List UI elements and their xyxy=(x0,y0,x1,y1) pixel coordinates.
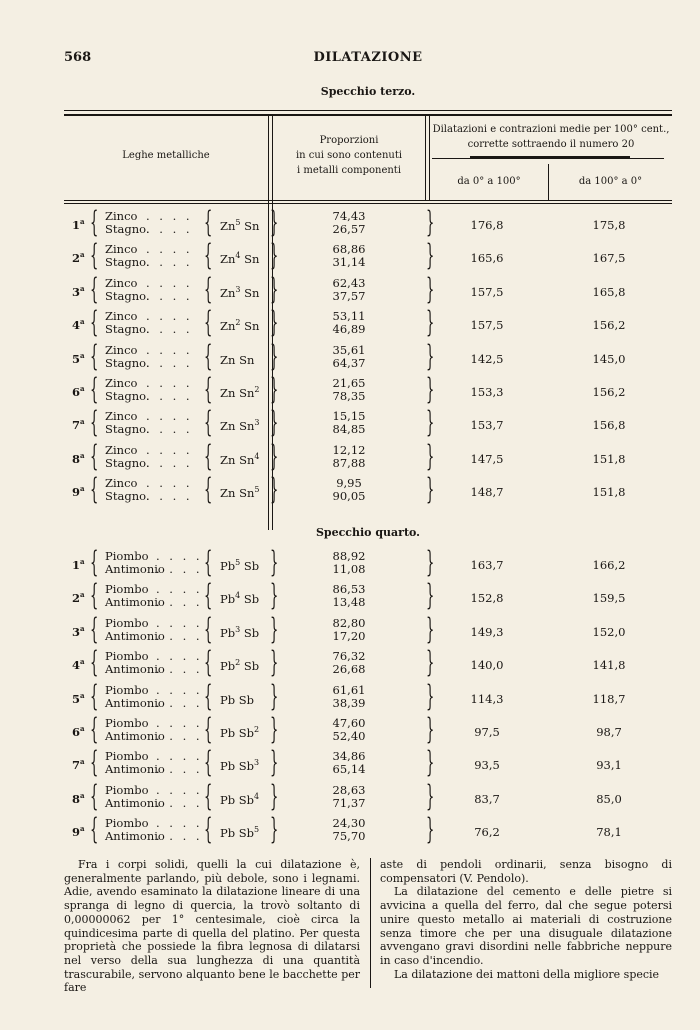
metal-names: Zinco Stagno. xyxy=(105,209,150,236)
formula: Pb Sb xyxy=(220,692,255,707)
header-range-1: da 0° a 100° xyxy=(457,176,521,187)
dilatation-0-100: 165,6 xyxy=(470,251,504,266)
metal-names: Zinco Stagno. xyxy=(105,442,150,470)
brace-formula-open: { xyxy=(204,405,213,440)
leader-dots: . . . . . . . . xyxy=(146,476,193,504)
proportions: 12,12 87,88 xyxy=(332,442,366,470)
dilatation-100-0: 141,8 xyxy=(592,658,626,673)
running-title: DILATAZIONE xyxy=(313,50,423,65)
dilatation-100-0: 175,8 xyxy=(592,218,626,232)
table-row xyxy=(64,611,672,649)
brace-left: { xyxy=(90,438,99,473)
brace-formula-close: } xyxy=(270,372,279,406)
formula: Zn Sn$^5$ xyxy=(220,485,260,501)
row-ordinal: 1$^a$ xyxy=(72,557,85,572)
proportions: 76,32 26,68 xyxy=(332,649,366,677)
section4-title: Specchio quarto. xyxy=(315,526,421,539)
dilatation-100-0: 166,2 xyxy=(592,558,626,572)
row-ordinal: 7$^a$ xyxy=(72,757,85,773)
proportions: 24,30 75,70 xyxy=(332,816,366,844)
proportions: 15,15 84,85 xyxy=(332,409,366,437)
leader-dots: . . . . . . . . xyxy=(156,716,203,743)
brace-formula-open: { xyxy=(204,678,213,713)
header-proportions: Proporzioni in cui sono contenuti i metalli componenti xyxy=(295,135,403,176)
leader-dots: . . . . . . . . xyxy=(156,782,203,810)
brace-left: { xyxy=(90,745,99,780)
brace-right: } xyxy=(426,611,435,646)
metal-names: Piombo Antimonio xyxy=(105,549,165,576)
row-ordinal: 9$^a$ xyxy=(72,484,85,500)
brace-left: { xyxy=(90,205,99,239)
row-ordinal: 6$^a$ xyxy=(72,724,85,739)
brace-left: { xyxy=(90,611,99,646)
dilatation-100-0: 167,5 xyxy=(592,251,626,266)
brace-formula-open: { xyxy=(204,611,213,646)
brace-formula-close: } xyxy=(270,545,279,579)
table-row xyxy=(64,678,672,716)
dilatation-100-0: 151,8 xyxy=(592,485,626,500)
brace-formula-close: } xyxy=(270,271,279,306)
leader-dots: . . . . . . . . xyxy=(146,209,193,236)
brace-left: { xyxy=(90,578,99,613)
leader-dots: . . . . . . . . xyxy=(156,816,203,844)
brace-right: } xyxy=(426,205,435,239)
formula: Pb Sb$^4$ xyxy=(220,791,260,807)
row-ordinal: 2$^a$ xyxy=(72,250,85,266)
dilatation-0-100: 83,7 xyxy=(474,791,500,806)
leader-dots: . . . . . . . . xyxy=(146,376,193,403)
proportions: 68,86 31,14 xyxy=(332,242,366,270)
proportions: 28,63 71,37 xyxy=(332,782,366,810)
row-ordinal: 4$^a$ xyxy=(72,657,85,673)
proportions: 21,65 78,35 xyxy=(332,376,366,403)
dilatation-0-100: 157,5 xyxy=(470,284,504,299)
proportions: 62,43 37,57 xyxy=(332,275,366,303)
page-header xyxy=(64,50,672,68)
sub-header-swell xyxy=(470,156,630,159)
dilatation-100-0: 98,7 xyxy=(596,725,622,739)
row-ordinal: 1$^a$ xyxy=(72,217,85,232)
table-row xyxy=(64,712,672,749)
formula: Pb Sb$^3$ xyxy=(220,758,260,774)
dilatation-100-0: 151,8 xyxy=(592,451,626,466)
formula: Zn Sn$^2$ xyxy=(220,385,260,400)
brace-formula-open: { xyxy=(204,438,213,473)
brace-formula-open: { xyxy=(204,205,213,239)
text-right-p1: aste di pendoli ordinarii, senza bisogno di compensatori (V. Pendolo). xyxy=(380,858,672,885)
proportions: 35,61 64,37 xyxy=(332,342,366,370)
header-alloys: Leghe metalliche xyxy=(122,150,210,161)
dilatation-0-100: 176,8 xyxy=(470,218,504,232)
brace-formula-close: } xyxy=(270,578,279,613)
metal-names: Zinco Stagno. xyxy=(105,376,150,403)
dilatation-100-0: 93,1 xyxy=(596,758,622,773)
metal-names: Piombo Antimonio xyxy=(105,716,165,743)
dilatation-100-0: 156,2 xyxy=(592,318,626,333)
leader-dots: . . . . . . . . xyxy=(146,409,193,437)
text-right-p3: La dilatazione dei mattoni della migliore specie xyxy=(394,967,660,981)
dilatation-0-100: 152,8 xyxy=(470,591,504,606)
metal-names: Piombo Antimonio xyxy=(105,582,165,610)
brace-formula-open: { xyxy=(204,271,213,306)
table-row xyxy=(64,472,672,509)
row-ordinal: 3$^a$ xyxy=(72,283,85,299)
brace-formula-close: } xyxy=(270,438,279,473)
text-column-right xyxy=(380,858,672,981)
leader-dots: . . . . . . . . xyxy=(156,649,203,677)
formula: Pb$^2$ Sb xyxy=(220,658,260,674)
dilatation-100-0: 156,2 xyxy=(592,385,626,399)
brace-right: } xyxy=(426,271,435,306)
brace-formula-open: { xyxy=(204,545,213,579)
brace-left: { xyxy=(90,778,99,813)
metal-names: Piombo Antimonio xyxy=(105,816,165,844)
text-column-left: Fra i corpi solidi, quelli la cui dilatazione è, generalmente parlando, più debole, sono i legnami. Adie, avendo esaminato la dilatazione lineare di una spranga di legno di quercia, la trovò soltanto di 0,00000062 per 1° centesimale, cioè circa la quindicesima parte di quella del platino. Per questa proprietà che possiede la fibra legnosa di dilatarsi nel verso della sua lunghezza di una quantità trascurabile, servono alquanto bene le bacchette per fare xyxy=(64,858,360,995)
dilatation-0-100: 97,5 xyxy=(474,725,500,739)
dilatation-0-100: 157,5 xyxy=(470,318,504,333)
dilatation-100-0: 118,7 xyxy=(592,691,626,706)
brace-formula-close: } xyxy=(270,205,279,239)
brace-left: { xyxy=(90,472,99,507)
brace-right: } xyxy=(426,812,435,847)
brace-formula-open: { xyxy=(204,238,213,273)
dilatation-0-100: 76,2 xyxy=(474,825,500,840)
brace-left: { xyxy=(90,405,99,440)
metal-names: Zinco Stagno. xyxy=(105,342,150,370)
formula: Zn Sn$^4$ xyxy=(220,451,260,467)
brace-formula-open: { xyxy=(204,472,213,507)
dilatation-0-100: 147,5 xyxy=(470,451,504,466)
proportions: 61,61 38,39 xyxy=(332,682,366,710)
leader-dots: . . . . . . . . xyxy=(156,749,203,777)
table-row xyxy=(64,645,672,682)
brace-formula-close: } xyxy=(270,472,279,507)
dilatation-100-0: 165,8 xyxy=(592,284,626,299)
dilatation-0-100: 114,3 xyxy=(470,691,504,706)
dilatation-100-0: 145,0 xyxy=(592,351,626,366)
row-ordinal: 8$^a$ xyxy=(72,790,85,806)
brace-formula-open: { xyxy=(204,372,213,406)
brace-left: { xyxy=(90,271,99,306)
proportions: 82,80 17,20 xyxy=(332,615,366,643)
proportions: 88,92 11,08 xyxy=(332,549,366,576)
brace-left: { xyxy=(90,812,99,847)
proportions: 47,60 52,40 xyxy=(332,716,366,743)
dilatation-0-100: 140,0 xyxy=(470,658,504,673)
leader-dots: . . . . . . . . xyxy=(156,682,203,710)
leader-dots: . . . . . . . . xyxy=(146,342,193,370)
row-ordinal: 5$^a$ xyxy=(72,350,85,366)
brace-formula-open: { xyxy=(204,645,213,680)
brace-right: } xyxy=(426,305,435,340)
brace-left: { xyxy=(90,238,99,273)
table-row xyxy=(64,578,672,615)
brace-right: } xyxy=(426,778,435,813)
formula: Pb$^3$ Sb xyxy=(220,624,260,640)
brace-formula-open: { xyxy=(204,305,213,340)
formula: Zn Sn$^3$ xyxy=(220,418,260,434)
brace-formula-close: } xyxy=(270,645,279,680)
table-row xyxy=(64,438,672,476)
table-row xyxy=(64,405,672,442)
brace-right: } xyxy=(426,338,435,373)
dilatation-0-100: 142,5 xyxy=(470,351,504,366)
brace-right: } xyxy=(426,578,435,613)
proportions: 86,53 13,48 xyxy=(332,582,366,610)
brace-formula-close: } xyxy=(270,712,279,746)
metal-names: Zinco Stagno. xyxy=(105,242,150,270)
row-ordinal: 6$^a$ xyxy=(72,384,85,399)
brace-formula-close: } xyxy=(270,405,279,440)
brace-right: } xyxy=(426,678,435,713)
row-ordinal: 8$^a$ xyxy=(72,450,85,466)
table-row xyxy=(64,778,672,816)
table-row xyxy=(64,305,672,342)
leader-dots: . . . . . . . . xyxy=(146,242,193,270)
brace-right: } xyxy=(426,745,435,780)
row-ordinal: 7$^a$ xyxy=(72,417,85,433)
formula: Zn$^4$ Sn xyxy=(220,251,260,267)
proportions: 9,95 90,05 xyxy=(332,476,366,504)
brace-left: { xyxy=(90,645,99,680)
brace-right: } xyxy=(426,438,435,473)
brace-right: } xyxy=(426,405,435,440)
leader-dots: . . . . . . . . xyxy=(146,309,193,337)
brace-formula-open: { xyxy=(204,338,213,373)
brace-left: { xyxy=(90,372,99,406)
dilatation-0-100: 153,3 xyxy=(470,385,504,399)
row-ordinal: 4$^a$ xyxy=(72,317,85,333)
table-row xyxy=(64,812,672,849)
section3-title: Specchio terzo. xyxy=(320,85,416,98)
dilatation-0-100: 153,7 xyxy=(470,418,504,433)
proportions: 53,11 46,89 xyxy=(332,309,366,337)
row-ordinal: 3$^a$ xyxy=(72,623,85,639)
dilatation-0-100: 93,5 xyxy=(474,758,500,773)
brace-right: } xyxy=(426,372,435,406)
table-row xyxy=(64,338,672,376)
brace-left: { xyxy=(90,338,99,373)
column-divider xyxy=(370,858,371,988)
brace-left: { xyxy=(90,712,99,746)
proportions: 74,43 26,57 xyxy=(332,209,366,236)
brace-formula-open: { xyxy=(204,745,213,780)
row-ordinal: 5$^a$ xyxy=(72,690,85,706)
table-row xyxy=(64,271,672,309)
dilatation-100-0: 152,0 xyxy=(592,624,626,639)
brace-formula-open: { xyxy=(204,712,213,746)
dilatation-100-0: 156,8 xyxy=(592,418,626,433)
brace-formula-close: } xyxy=(270,678,279,713)
row-ordinal: 2$^a$ xyxy=(72,590,85,606)
col-rule-2a xyxy=(425,116,426,201)
header-bottom-rule xyxy=(64,200,672,201)
metal-names: Piombo Antimonio xyxy=(105,749,165,777)
leader-dots: . . . . . . . . xyxy=(156,549,203,576)
formula: Zn$^2$ Sn xyxy=(220,318,260,334)
dilatation-0-100: 149,3 xyxy=(470,624,504,639)
metal-names: Piombo Antimonio xyxy=(105,649,165,677)
brace-formula-open: { xyxy=(204,812,213,847)
table-row xyxy=(64,238,672,275)
header-range-2: da 100° a 0° xyxy=(578,176,643,187)
brace-formula-close: } xyxy=(270,305,279,340)
header-bottom-rule-2 xyxy=(64,203,672,204)
formula: Pb$^4$ Sb xyxy=(220,591,260,607)
dilatation-0-100: 148,7 xyxy=(470,485,504,500)
brace-right: } xyxy=(426,545,435,579)
brace-formula-open: { xyxy=(204,778,213,813)
brace-right: } xyxy=(426,238,435,273)
leader-dots: . . . . . . . . xyxy=(156,615,203,643)
metal-names: Zinco Stagno. xyxy=(105,309,150,337)
leader-dots: . . . . . . . . xyxy=(146,442,193,470)
table-row xyxy=(64,205,672,242)
formula: Pb Sb$^5$ xyxy=(220,825,260,841)
brace-formula-close: } xyxy=(270,812,279,847)
leader-dots: . . . . . . . . xyxy=(156,582,203,610)
header-dilatations: Dilatazioni e contrazioni medie per 100° cent., corrette sottraendo il numero 20 xyxy=(432,124,670,150)
formula: Zn Sn xyxy=(220,352,255,367)
brace-formula-open: { xyxy=(204,578,213,613)
metal-names: Zinco Stagno. xyxy=(105,476,150,504)
leader-dots: . . . . . . . . xyxy=(146,275,193,303)
metal-names: Zinco Stagno. xyxy=(105,409,150,437)
dilatation-100-0: 159,5 xyxy=(592,591,626,606)
row-ordinal: 9$^a$ xyxy=(72,824,85,840)
table-row xyxy=(64,545,672,582)
page-number: 568 xyxy=(64,50,92,65)
dilatation-100-0: 85,0 xyxy=(596,791,622,806)
brace-right: } xyxy=(426,472,435,507)
brace-right: } xyxy=(426,645,435,680)
brace-left: { xyxy=(90,305,99,340)
brace-formula-close: } xyxy=(270,745,279,780)
text-right-p2: La dilatazione del cemento e delle pietre si avvicina a quella del ferro, dal che segue potersi unire questo metallo ai materiali di costruzione senza timore che per una disuguale dilatazione avvengano gravi disordini nelle fabbriche neppure in caso d'incendio. xyxy=(380,885,672,967)
table-row xyxy=(64,372,672,409)
dilatation-0-100: 163,7 xyxy=(470,558,504,572)
metal-names: Piombo Antimonio xyxy=(105,782,165,810)
formula: Pb Sb$^2$ xyxy=(220,725,260,740)
brace-right: } xyxy=(426,712,435,746)
brace-formula-close: } xyxy=(270,611,279,646)
metal-names: Piombo Antimonio xyxy=(105,682,165,710)
top-rule xyxy=(64,110,672,111)
table-row xyxy=(64,745,672,782)
metal-names: Piombo Antimonio xyxy=(105,615,165,643)
brace-left: { xyxy=(90,545,99,579)
brace-formula-close: } xyxy=(270,238,279,273)
dilatation-100-0: 78,1 xyxy=(596,825,622,840)
brace-formula-close: } xyxy=(270,778,279,813)
formula: Pb$^5$ Sb xyxy=(220,558,260,573)
metal-names: Zinco Stagno. xyxy=(105,275,150,303)
brace-formula-close: } xyxy=(270,338,279,373)
brace-left: { xyxy=(90,678,99,713)
formula: Zn$^3$ Sn xyxy=(220,284,260,300)
top-rule-thick xyxy=(64,114,672,116)
proportions: 34,86 65,14 xyxy=(332,749,366,777)
formula: Zn$^5$ Sn xyxy=(220,218,260,233)
